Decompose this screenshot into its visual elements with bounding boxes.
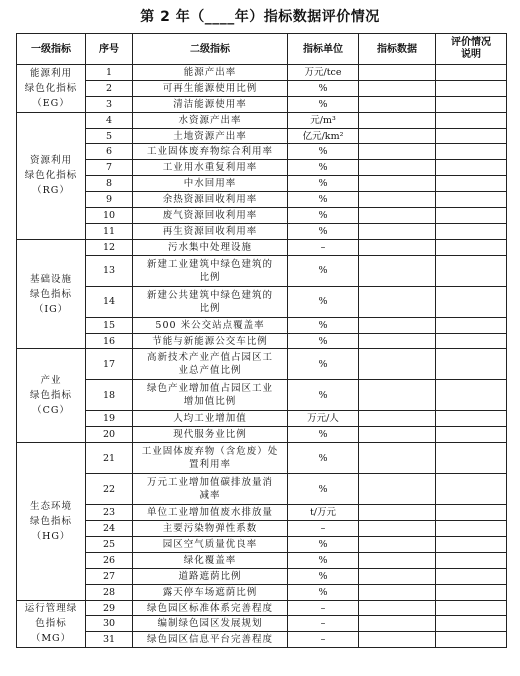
table-row [17, 223, 507, 239]
evaluation-note-cell[interactable] [436, 616, 507, 632]
indicator-data-cell[interactable] [359, 176, 436, 192]
table-row [17, 521, 507, 537]
indicator-data-cell[interactable] [359, 521, 436, 537]
table-row [17, 474, 507, 505]
row-number: 28 [86, 584, 133, 600]
indicator-data-cell[interactable] [359, 568, 436, 584]
evaluation-note-cell[interactable] [436, 65, 507, 81]
indicator-data-cell[interactable] [359, 286, 436, 317]
indicator-data-cell[interactable] [359, 474, 436, 505]
evaluation-note-cell[interactable] [436, 568, 507, 584]
indicator-data-cell[interactable] [359, 632, 436, 648]
category-label: 资源利用 绿色化指标 （RG） [17, 112, 86, 239]
indicator-unit: – [288, 616, 359, 632]
evaluation-note-cell[interactable] [436, 349, 507, 380]
header-no: 序号 [86, 34, 133, 65]
indicator-name: 高新技术产业产值占园区工 业总产值比例 [133, 349, 288, 380]
indicator-data-cell[interactable] [359, 223, 436, 239]
evaluation-note-cell[interactable] [436, 380, 507, 411]
indicator-unit: % [288, 160, 359, 176]
evaluation-note-cell[interactable] [436, 505, 507, 521]
indicator-name: 工业用水重复利用率 [133, 160, 288, 176]
indicator-data-cell[interactable] [359, 255, 436, 286]
row-number: 2 [86, 80, 133, 96]
evaluation-note-cell[interactable] [436, 144, 507, 160]
indicator-data-cell[interactable] [359, 333, 436, 349]
table-row [17, 239, 507, 255]
category-label: 基础设施 绿色指标 （IG） [17, 239, 86, 349]
indicator-name: 人均工业增加值 [133, 411, 288, 427]
table-row [17, 632, 507, 648]
category-label: 能源利用 绿色化指标 （EG） [17, 65, 86, 113]
indicator-data-cell[interactable] [359, 192, 436, 208]
table-row [17, 380, 507, 411]
page-title: 第 2 年（____年）指标数据评价情况 [140, 9, 380, 25]
header-name: 二级指标 [133, 34, 288, 65]
indicator-name: 现代服务业比例 [133, 427, 288, 443]
indicator-unit: 亿元/km² [288, 128, 359, 144]
indicator-name: 新建工业建筑中绿色建筑的 比例 [133, 255, 288, 286]
row-number: 26 [86, 552, 133, 568]
category-label: 生态环境 绿色指标 （HG） [17, 443, 86, 600]
row-number: 23 [86, 505, 133, 521]
indicator-name: 露天停车场遮荫比例 [133, 584, 288, 600]
indicator-name: 万元工业增加值碳排放量消 减率 [133, 474, 288, 505]
indicator-name: 中水回用率 [133, 176, 288, 192]
category-label: 产业 绿色指标 （CG） [17, 349, 86, 443]
table-row [17, 65, 507, 81]
indicator-unit: % [288, 427, 359, 443]
row-number: 11 [86, 223, 133, 239]
indicator-name: 新建公共建筑中绿色建筑的 比例 [133, 286, 288, 317]
indicator-name: 道路遮荫比例 [133, 568, 288, 584]
row-number: 22 [86, 474, 133, 505]
row-number: 17 [86, 349, 133, 380]
row-number: 19 [86, 411, 133, 427]
indicator-data-cell[interactable] [359, 584, 436, 600]
indicator-data-cell[interactable] [359, 443, 436, 474]
evaluation-note-cell[interactable] [436, 443, 507, 474]
indicator-name: 可再生能源使用比例 [133, 80, 288, 96]
indicator-name: 绿化覆盖率 [133, 552, 288, 568]
indicator-name: 绿色产业增加值占园区工业 增加值比例 [133, 380, 288, 411]
indicator-data-cell[interactable] [359, 65, 436, 81]
indicator-table [16, 33, 507, 648]
indicator-unit: % [288, 333, 359, 349]
indicator-unit: 元/m³ [288, 112, 359, 128]
table-row [17, 600, 507, 616]
indicator-name: 水资源产出率 [133, 112, 288, 128]
evaluation-note-cell[interactable] [436, 333, 507, 349]
table-row [17, 505, 507, 521]
indicator-unit: % [288, 474, 359, 505]
indicator-unit: % [288, 317, 359, 333]
indicator-data-cell[interactable] [359, 96, 436, 112]
evaluation-note-cell[interactable] [436, 411, 507, 427]
row-number: 8 [86, 176, 133, 192]
row-number: 7 [86, 160, 133, 176]
indicator-name: 能源产出率 [133, 65, 288, 81]
header-eval: 评价情况 说明 [436, 34, 507, 65]
indicator-unit: 万元/人 [288, 411, 359, 427]
indicator-unit: – [288, 632, 359, 648]
row-number: 27 [86, 568, 133, 584]
indicator-unit: – [288, 521, 359, 537]
indicator-name: 废气资源回收利用率 [133, 208, 288, 224]
indicator-data-cell[interactable] [359, 505, 436, 521]
indicator-name: 绿色园区信息平台完善程度 [133, 632, 288, 648]
indicator-name: 园区空气质量优良率 [133, 537, 288, 553]
indicator-data-cell[interactable] [359, 144, 436, 160]
indicator-unit: % [288, 443, 359, 474]
indicator-data-cell[interactable] [359, 537, 436, 553]
evaluation-note-cell[interactable] [436, 223, 507, 239]
indicator-data-cell[interactable] [359, 128, 436, 144]
row-number: 31 [86, 632, 133, 648]
evaluation-note-cell[interactable] [436, 192, 507, 208]
indicator-unit: % [288, 144, 359, 160]
indicator-unit: % [288, 96, 359, 112]
row-number: 16 [86, 333, 133, 349]
evaluation-note-cell[interactable] [436, 176, 507, 192]
indicator-unit: t/万元 [288, 505, 359, 521]
indicator-name: 节能与新能源公交车比例 [133, 333, 288, 349]
table-row [17, 584, 507, 600]
table-body [17, 65, 507, 648]
row-number: 3 [86, 96, 133, 112]
category-label: 运行管理绿 色指标 （MG） [17, 600, 86, 648]
row-number: 5 [86, 128, 133, 144]
indicator-data-cell[interactable] [359, 349, 436, 380]
indicator-data-cell[interactable] [359, 552, 436, 568]
row-number: 4 [86, 112, 133, 128]
header-row [17, 34, 507, 65]
row-number: 12 [86, 239, 133, 255]
row-number: 21 [86, 443, 133, 474]
evaluation-note-cell[interactable] [436, 239, 507, 255]
evaluation-note-cell[interactable] [436, 552, 507, 568]
evaluation-note-cell[interactable] [436, 317, 507, 333]
table-row [17, 144, 507, 160]
indicator-data-cell[interactable] [359, 80, 436, 96]
indicator-unit: % [288, 552, 359, 568]
table-row [17, 411, 507, 427]
indicator-data-cell[interactable] [359, 411, 436, 427]
table-row [17, 333, 507, 349]
row-number: 14 [86, 286, 133, 317]
evaluation-note-cell[interactable] [436, 537, 507, 553]
indicator-name: 500 米公交站点覆盖率 [133, 317, 288, 333]
table-row [17, 349, 507, 380]
indicator-unit: % [288, 584, 359, 600]
evaluation-note-cell[interactable] [436, 208, 507, 224]
indicator-name: 单位工业增加值废水排放量 [133, 505, 288, 521]
evaluation-note-cell[interactable] [436, 112, 507, 128]
indicator-data-cell[interactable] [359, 600, 436, 616]
table-row [17, 317, 507, 333]
header-unit: 指标单位 [288, 34, 359, 65]
evaluation-note-cell[interactable] [436, 128, 507, 144]
table-row [17, 128, 507, 144]
header-data: 指标数据 [359, 34, 436, 65]
evaluation-note-cell[interactable] [436, 96, 507, 112]
indicator-data-cell[interactable] [359, 208, 436, 224]
header-category: 一级指标 [17, 34, 86, 65]
table-row [17, 427, 507, 443]
evaluation-note-cell[interactable] [436, 584, 507, 600]
indicator-unit: % [288, 192, 359, 208]
indicator-data-cell[interactable] [359, 317, 436, 333]
indicator-name: 绿色园区标准体系完善程度 [133, 600, 288, 616]
row-number: 13 [86, 255, 133, 286]
table-row [17, 208, 507, 224]
indicator-unit: % [288, 80, 359, 96]
indicator-unit: % [288, 255, 359, 286]
table-row [17, 568, 507, 584]
indicator-name: 工业固体废弃物（含危废）处 置利用率 [133, 443, 288, 474]
indicator-unit: % [288, 537, 359, 553]
table-row [17, 112, 507, 128]
indicator-unit: – [288, 600, 359, 616]
table-row [17, 160, 507, 176]
row-number: 30 [86, 616, 133, 632]
indicator-name: 再生资源回收利用率 [133, 223, 288, 239]
evaluation-note-cell[interactable] [436, 255, 507, 286]
indicator-data-cell[interactable] [359, 616, 436, 632]
indicator-unit: % [288, 568, 359, 584]
row-number: 6 [86, 144, 133, 160]
table-row [17, 616, 507, 632]
indicator-unit: – [288, 239, 359, 255]
table-row [17, 192, 507, 208]
row-number: 29 [86, 600, 133, 616]
indicator-data-cell[interactable] [359, 427, 436, 443]
row-number: 15 [86, 317, 133, 333]
indicator-unit: % [288, 223, 359, 239]
row-number: 25 [86, 537, 133, 553]
evaluation-note-cell[interactable] [436, 474, 507, 505]
evaluation-note-cell[interactable] [436, 160, 507, 176]
indicator-data-cell[interactable] [359, 239, 436, 255]
evaluation-note-cell[interactable] [436, 80, 507, 96]
row-number: 1 [86, 65, 133, 81]
evaluation-note-cell[interactable] [436, 286, 507, 317]
indicator-data-cell[interactable] [359, 380, 436, 411]
indicator-data-cell[interactable] [359, 112, 436, 128]
row-number: 24 [86, 521, 133, 537]
indicator-name: 污水集中处理设施 [133, 239, 288, 255]
indicator-name: 土地资源产出率 [133, 128, 288, 144]
indicator-unit: % [288, 208, 359, 224]
row-number: 9 [86, 192, 133, 208]
table-row [17, 96, 507, 112]
indicator-name: 余热资源回收利用率 [133, 192, 288, 208]
table-row [17, 80, 507, 96]
indicator-name: 编制绿色园区发展规划 [133, 616, 288, 632]
indicator-unit: % [288, 176, 359, 192]
row-number: 18 [86, 380, 133, 411]
table-row [17, 552, 507, 568]
indicator-unit: 万元/tce [288, 65, 359, 81]
table-row [17, 286, 507, 317]
table-row [17, 443, 507, 474]
evaluation-note-cell[interactable] [436, 521, 507, 537]
row-number: 20 [86, 427, 133, 443]
row-number: 10 [86, 208, 133, 224]
table-row [17, 176, 507, 192]
indicator-unit: % [288, 349, 359, 380]
evaluation-note-cell[interactable] [436, 427, 507, 443]
indicator-data-cell[interactable] [359, 160, 436, 176]
indicator-unit: % [288, 286, 359, 317]
evaluation-note-cell[interactable] [436, 600, 507, 616]
table-row [17, 537, 507, 553]
indicator-name: 主要污染物弹性系数 [133, 521, 288, 537]
indicator-name: 工业固体废弃物综合利用率 [133, 144, 288, 160]
indicator-name: 清洁能源使用率 [133, 96, 288, 112]
table-row [17, 255, 507, 286]
evaluation-note-cell[interactable] [436, 632, 507, 648]
indicator-unit: % [288, 380, 359, 411]
